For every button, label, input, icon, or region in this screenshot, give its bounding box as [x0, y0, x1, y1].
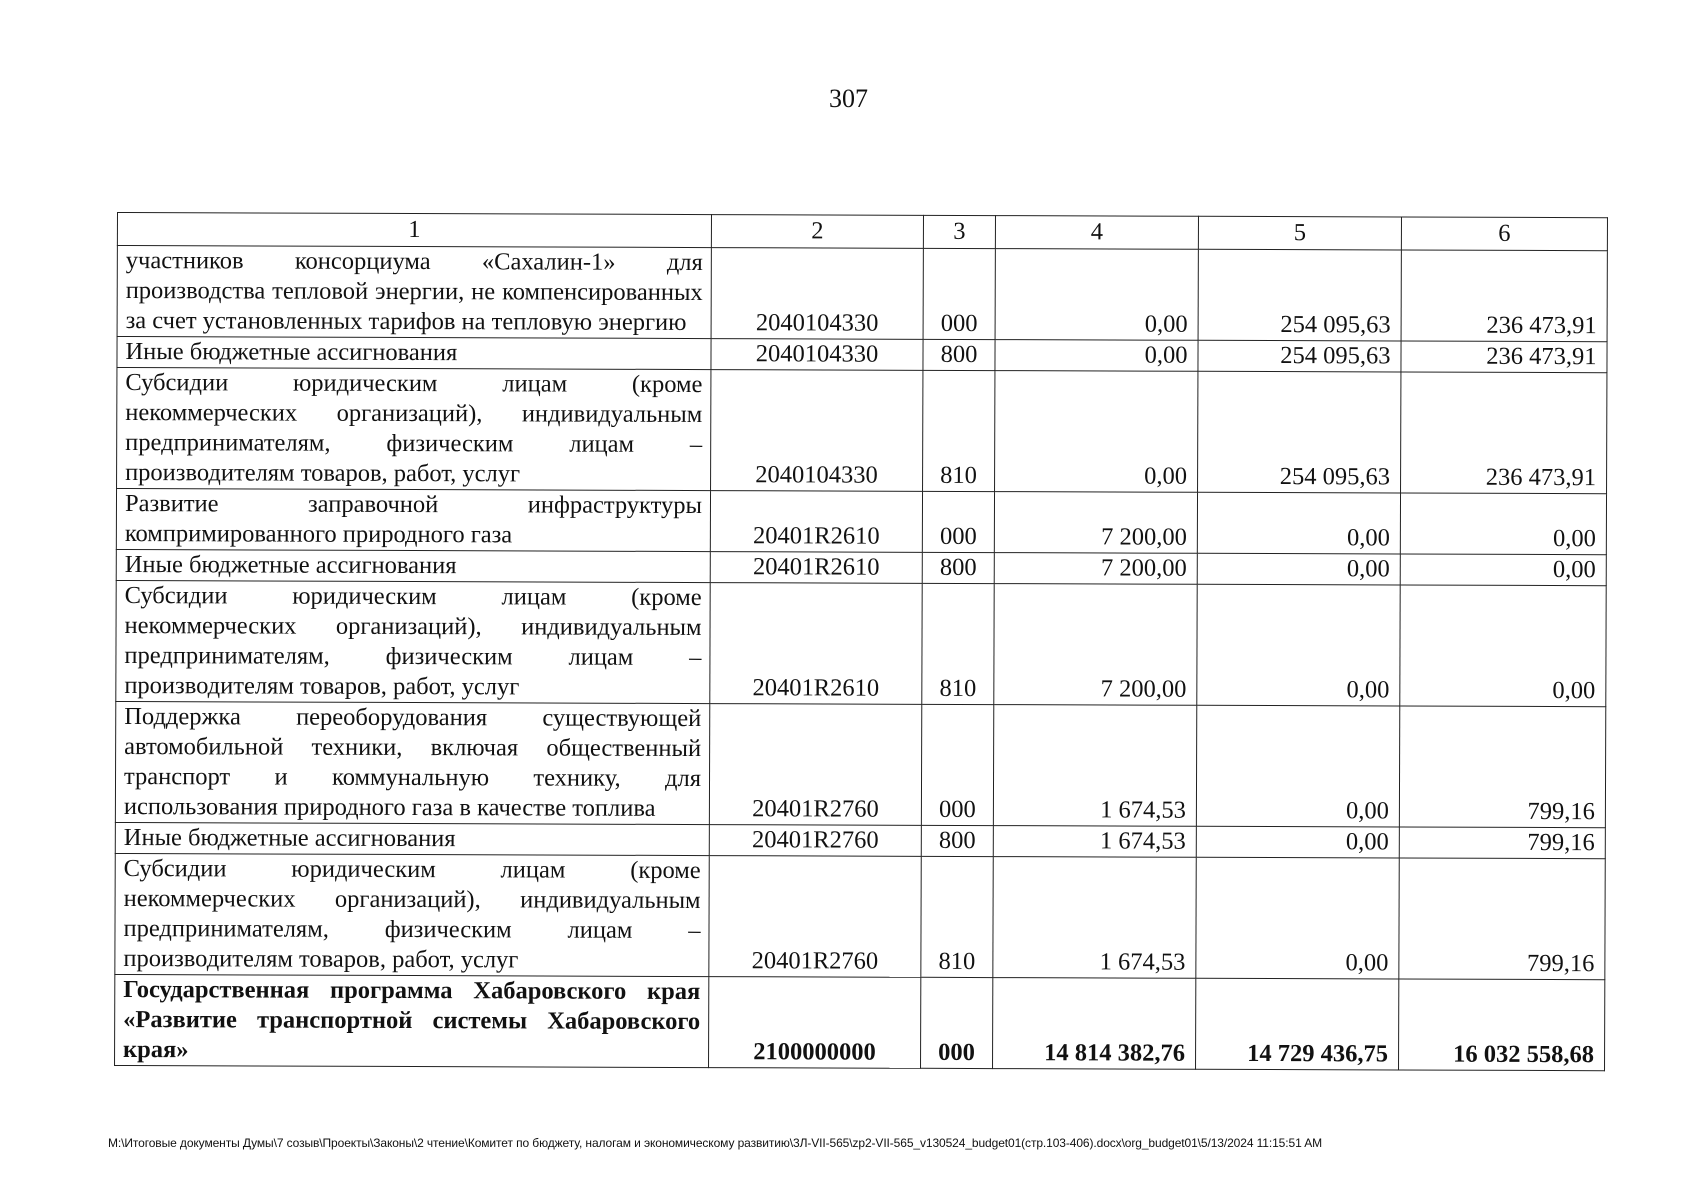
target-article-code: 2040104330: [711, 370, 923, 492]
row-name: Иные бюджетные ассигнования: [116, 549, 710, 582]
row-name: Поддержка переоборудования существующей автомобильной техники, включая общественный транспорт и коммунальную технику, для использования природного газа в качестве топлива: [115, 701, 709, 824]
amount-col-5: 254 095,63: [1198, 340, 1401, 372]
amount-col-6: 0,00: [1400, 585, 1606, 707]
amount-col-4: 1 674,53: [993, 826, 1196, 858]
expense-type-code: 000: [923, 248, 995, 339]
amount-col-6: 0,00: [1400, 554, 1606, 586]
expense-type-code: 000: [921, 977, 993, 1068]
document-file-path: M:\Итоговые документы Думы\7 созыв\Проекты\Законы\2 чтение\Комитет по бюджету, налогам и экономическому развитию\3Л-VII-565\zp2-VII-565_v130524_budget01(стр.103-406).docx\org_budget01\5/13/2024 11:15:51 AM: [108, 1136, 1323, 1150]
target-article-code: 20401R2610: [710, 552, 922, 584]
expense-type-code: 810: [923, 370, 995, 491]
table-row: [116, 549, 1606, 585]
row-name: участников консорциума «Сахалин-1» для производства тепловой энергии, не компенсированных за счет установленных тарифов на тепловую энергию: [117, 246, 711, 339]
amount-col-5: 0,00: [1197, 553, 1400, 585]
expense-type-code: 810: [922, 583, 994, 704]
expense-type-code: 800: [922, 552, 994, 583]
amount-col-6: 236 473,91: [1401, 372, 1607, 494]
program-name: Государственная программа Хабаровского края «Развитие транспортной системы Хабаровского края»: [115, 974, 709, 1067]
amount-col-5: 0,00: [1196, 705, 1399, 827]
expense-type-code: 800: [921, 825, 993, 856]
target-article-code: 2040104330: [711, 248, 923, 340]
amount-col-4: 0,00: [995, 340, 1198, 372]
target-article-code: 20401R2760: [709, 825, 921, 857]
page-number: 307: [829, 84, 868, 113]
table-row: [115, 701, 1605, 827]
amount-col-4: 7 200,00: [994, 553, 1197, 585]
amount-col-4: 7 200,00: [994, 584, 1197, 706]
table-row: [117, 337, 1607, 373]
expense-type-code: 810: [921, 856, 993, 977]
amount-col-6: 236 473,91: [1401, 341, 1607, 373]
table-row: [117, 246, 1607, 342]
amount-col-5: 254 095,63: [1198, 371, 1401, 493]
column-header-4: 4: [995, 216, 1198, 250]
table-row: [115, 822, 1605, 858]
expense-type-code: 000: [921, 704, 993, 825]
target-article-code: 20401R2760: [709, 856, 921, 978]
program-total-row: [115, 974, 1605, 1070]
amount-col-5: 14 729 436,75: [1196, 978, 1399, 1070]
amount-col-4: 1 674,53: [993, 705, 1196, 827]
column-header-5: 5: [1198, 216, 1401, 250]
amount-col-5: 0,00: [1196, 857, 1399, 979]
target-article-code: 20401R2610: [710, 491, 922, 553]
amount-col-5: 0,00: [1197, 492, 1400, 554]
row-name: Иные бюджетные ассигнования: [117, 337, 711, 370]
column-header-3: 3: [923, 215, 995, 248]
table-row: [117, 368, 1607, 494]
budget-table: [114, 212, 1608, 1071]
target-article-code: 20401R2610: [710, 583, 922, 705]
amount-col-5: 0,00: [1196, 826, 1399, 858]
amount-col-4: 1 674,53: [993, 857, 1196, 979]
amount-col-6: 16 032 558,68: [1399, 979, 1605, 1071]
target-article-code: 20401R2760: [709, 704, 921, 826]
table-row: [115, 853, 1605, 979]
amount-col-5: 0,00: [1197, 584, 1400, 706]
row-name: Субсидии юридическим лицам (кроме некоммерческих организаций), индивидуальным предпринимателям, физическим лицам – производителям товаров, работ, услуг: [115, 853, 709, 976]
amount-col-6: 799,16: [1399, 706, 1605, 828]
amount-col-4: 0,00: [995, 371, 1198, 493]
amount-col-6: 799,16: [1399, 858, 1605, 980]
amount-col-6: 799,16: [1399, 827, 1605, 859]
expense-type-code: 800: [923, 339, 995, 370]
table-header-row: [117, 213, 1607, 251]
target-article-code: 2040104330: [711, 339, 923, 371]
table-row: [116, 580, 1606, 706]
column-header-6: 6: [1401, 217, 1607, 251]
amount-col-4: 7 200,00: [994, 492, 1197, 554]
row-name: Развитие заправочной инфраструктуры компримированного природного газа: [116, 489, 710, 552]
amount-col-6: 236 473,91: [1401, 250, 1607, 342]
target-article-code: 2100000000: [709, 977, 921, 1069]
row-name: Субсидии юридическим лицам (кроме некоммерческих организаций), индивидуальным предпринимателям, физическим лицам – производителям товаров, работ, услуг: [117, 368, 711, 491]
table-row: [116, 489, 1606, 555]
amount-col-5: 254 095,63: [1198, 249, 1401, 341]
amount-col-6: 0,00: [1400, 493, 1606, 555]
row-name: Субсидии юридическим лицам (кроме некоммерческих организаций), индивидуальным предпринимателям, физическим лицам – производителям товаров, работ, услуг: [116, 580, 710, 703]
amount-col-4: 0,00: [995, 249, 1198, 341]
column-header-2: 2: [711, 215, 923, 249]
column-header-1: 1: [117, 213, 711, 248]
row-name: Иные бюджетные ассигнования: [115, 822, 709, 855]
expense-type-code: 000: [922, 491, 994, 552]
amount-col-4: 14 814 382,76: [993, 978, 1196, 1070]
